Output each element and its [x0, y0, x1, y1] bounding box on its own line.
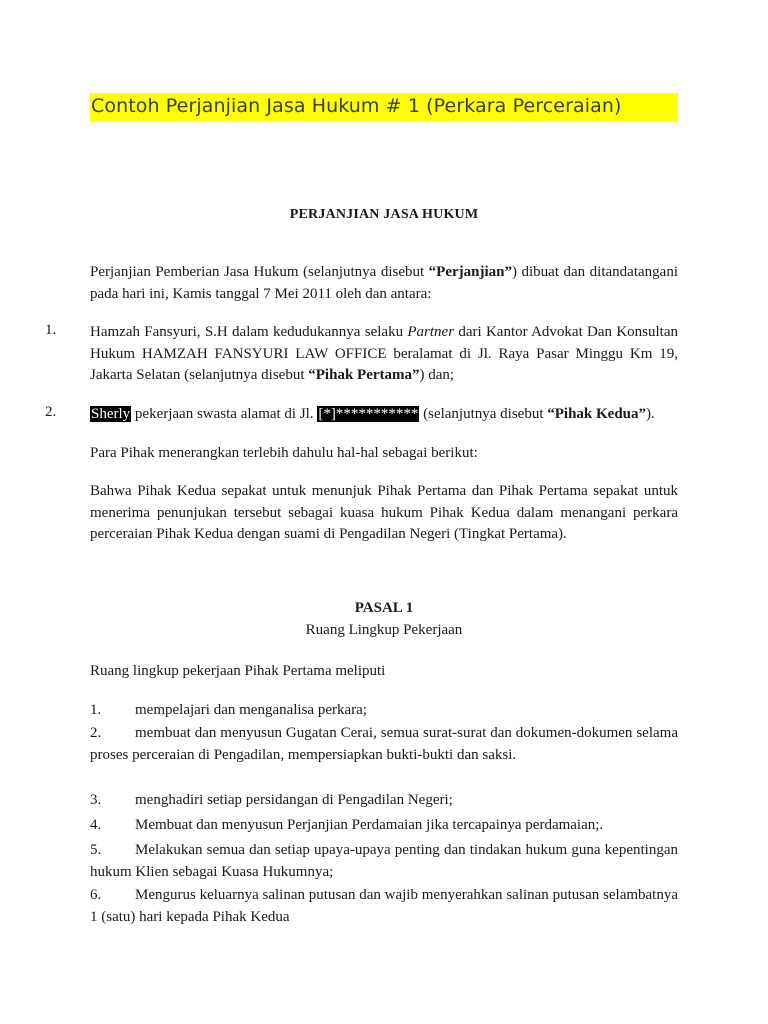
document-heading: Contoh Perjanjian Jasa Hukum # 1 (Perkara Perceraian) [91, 95, 622, 117]
list-item-text: membuat dan menyusun Gugatan Cerai, semua surat-surat dan dokumen-dokumen selama proses perceraian di Pengadilan, mempersiapkan bukti-bukti dan saksi. [90, 725, 678, 763]
party2-paragraph [90, 404, 678, 426]
recital-paragraph: Bahwa Pihak Kedua sepakat untuk menunjuk Pihak Pertama dan Pihak Pertama sepakat untuk menerima penunjukan tersebut sebagai kuasa hukum Pihak Kedua dalam menangani perkara perceraian Pihak Kedua dengan suami di Pengadilan Negeri (Tingkat Pertama). [90, 483, 678, 542]
party2-text-2: (selanjutnya disebut [419, 406, 548, 422]
list-item-text: menghadiri setiap persidangan di Pengadilan Negeri; [135, 792, 453, 808]
agreement-title: PERJANJIAN JASA HUKUM [289, 207, 479, 222]
list-item [90, 790, 678, 812]
list-item-text: Melakukan semua dan setiap upaya-upaya penting dan tindakan hukum guna kepentingan hukum Klien sebagai Kuasa Hukumnya; [90, 842, 678, 880]
article-lead: Ruang lingkup pekerjaan Pihak Pertama meliputi [90, 663, 386, 679]
party1-text-2: dari Kantor Advokat Dan Konsultan Hukum HAMZAH FANSYURI LAW OFFICE beralamat di Jl. Raya Pasar Minggu Km 19, Jakarta Selatan (selanjutnya disebut [90, 324, 678, 383]
list-item-text: Membuat dan menyusun Perjanjian Perdamaian jika tercapainya perdamaian;. [135, 817, 604, 833]
party2-number: 2. [45, 404, 57, 420]
list-item [90, 815, 678, 837]
redacted-name: Sherly [91, 406, 131, 422]
list-item-text: mempelajari dan menganalisa perkara; [135, 702, 367, 718]
article-number: PASAL 1 [354, 600, 414, 616]
list-item-number: 2. [90, 725, 102, 741]
party1-text-3: ) dan; [419, 367, 455, 383]
list-item-number: 4. [90, 817, 102, 833]
party1-paragraph [90, 322, 678, 387]
list-item-number: 5. [90, 842, 102, 858]
intro-term-perjanjian: “Perjanjian” [428, 264, 512, 280]
party1-text-1: Hamzah Fansyuri, S.H dalam kedudukannya selaku [90, 324, 408, 340]
party2-text-3: ). [646, 406, 655, 422]
list-item-text: Mengurus keluarnya salinan putusan dan wajib menyerahkan salinan putusan selambatnya 1 (satu) hari kepada Pihak Kedua [90, 887, 678, 925]
party1-number: 1. [45, 322, 57, 338]
recital-intro: Para Pihak menerangkan terlebih dahulu hal-hal sebagai berikut: [90, 445, 478, 461]
party2-term: “Pihak Kedua” [547, 406, 647, 422]
list-item [90, 840, 678, 883]
intro-text-1: Perjanjian Pemberian Jasa Hukum (selanjutnya disebut [90, 264, 429, 280]
intro-text-2: ) dibuat dan ditandatangani pada hari ini, Kamis tanggal 7 Mei 2011 oleh dan antara: [90, 264, 678, 302]
party2-text-1: pekerjaan swasta alamat di Jl. [131, 406, 318, 422]
list-item [90, 700, 678, 722]
list-item [90, 723, 678, 766]
party1-role: Partner [407, 324, 455, 340]
party1-term: “Pihak Pertama” [308, 367, 420, 383]
list-item-number: 1. [90, 702, 102, 718]
redacted-address: [*]*********** [318, 406, 419, 422]
intro-paragraph [90, 262, 678, 305]
article-title: Ruang Lingkup Pekerjaan [305, 622, 463, 638]
list-item-number: 3. [90, 792, 102, 808]
list-item-number: 6. [90, 887, 102, 903]
list-item [90, 885, 678, 928]
